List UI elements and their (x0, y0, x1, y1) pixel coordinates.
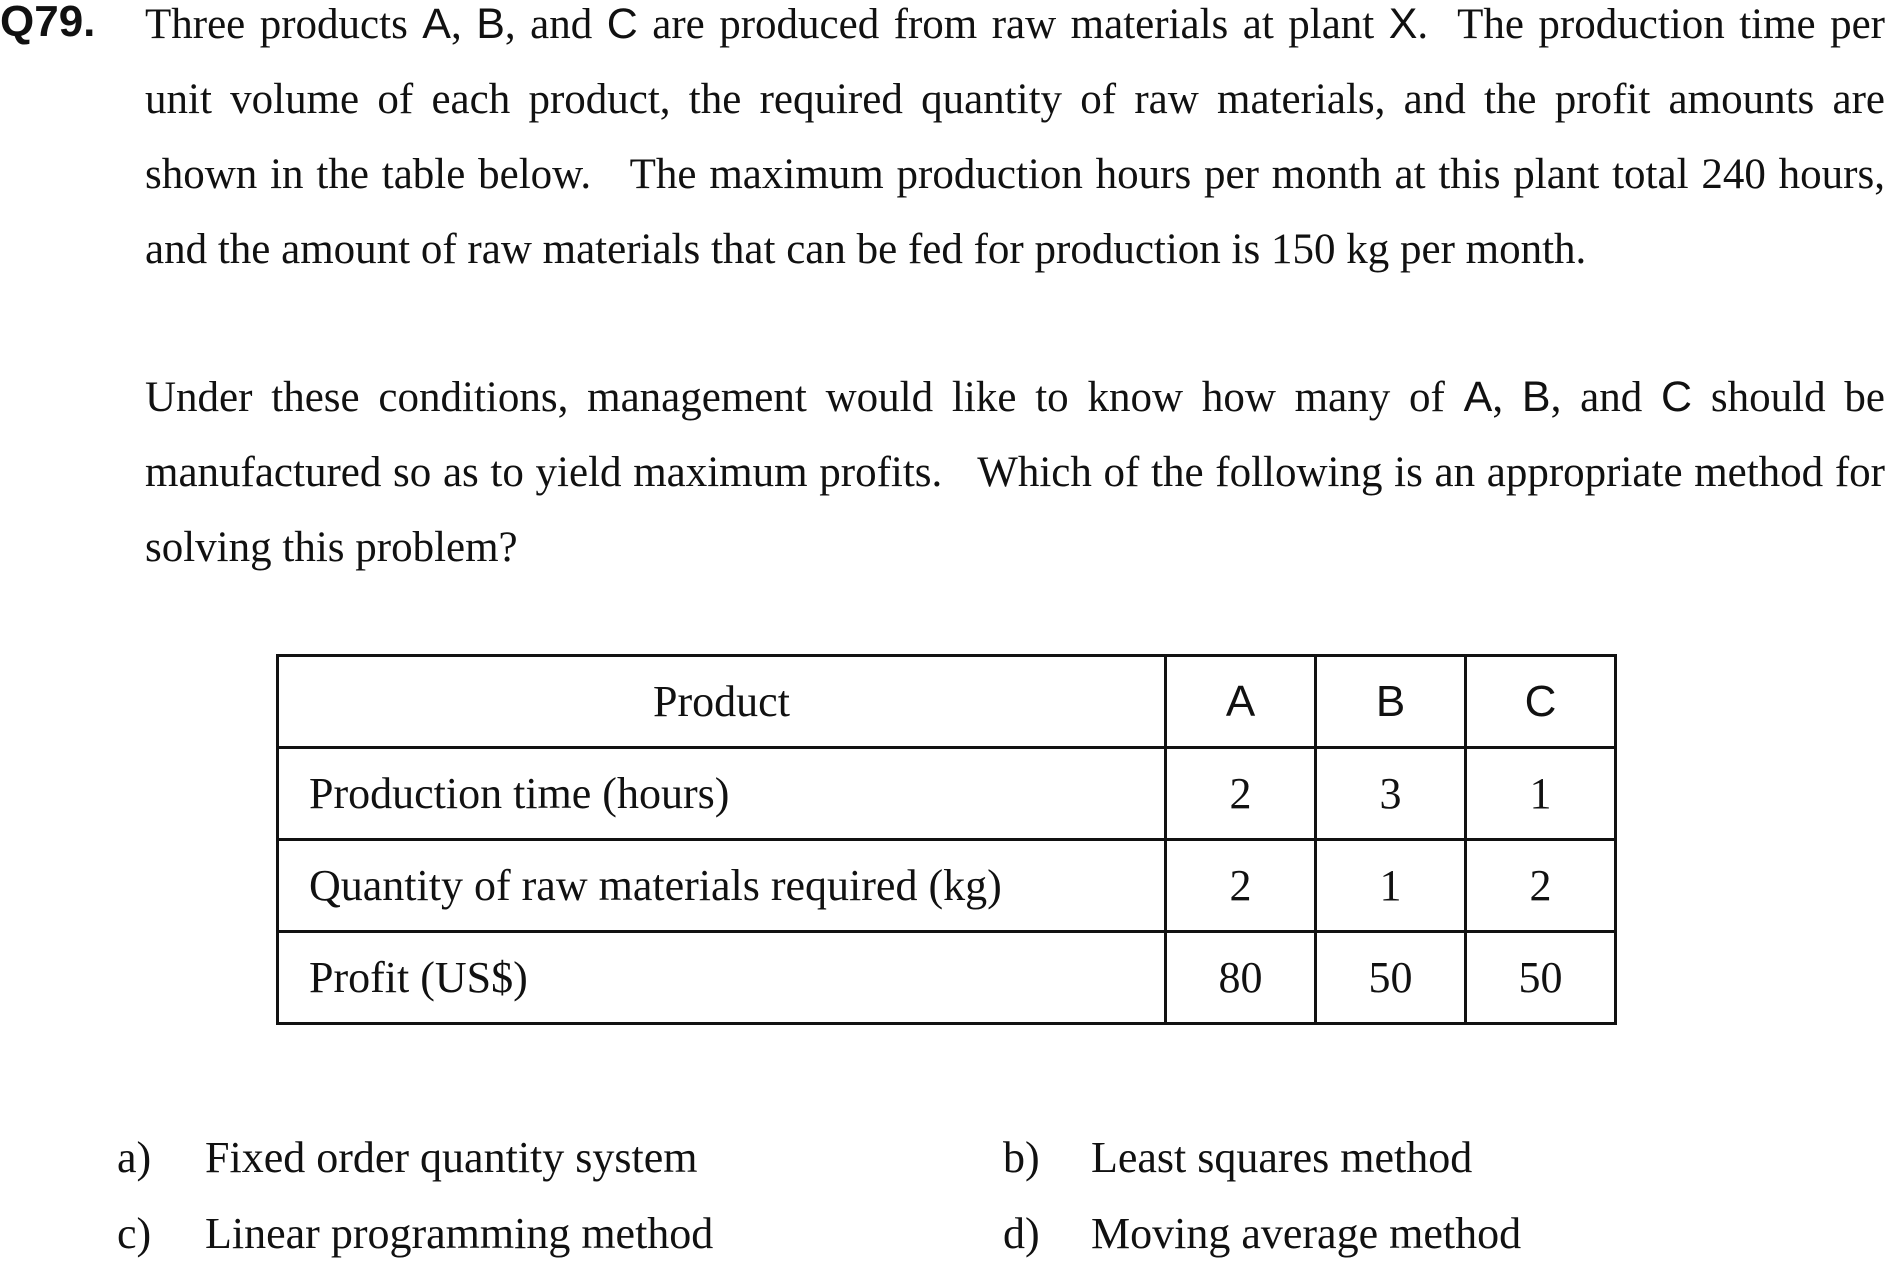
product-b-ref: B (1521, 373, 1551, 421)
table-cell: 50 (1466, 932, 1616, 1024)
product-b-ref: B (476, 0, 505, 48)
table-cell: 2 (1166, 840, 1316, 932)
table-cell: 2 (1466, 840, 1616, 932)
table-cell: 3 (1316, 748, 1466, 840)
choice-text: Linear programming method (205, 1209, 714, 1258)
paragraph-text: , (1492, 374, 1522, 421)
table-row (278, 840, 1616, 932)
choice-text: Least squares method (1091, 1133, 1473, 1182)
question-paragraph-2 (145, 360, 1885, 585)
choice-letter: c) (117, 1209, 152, 1258)
choice-letter: a) (117, 1133, 152, 1182)
question-paragraph-1 (145, 0, 1885, 287)
paragraph-text: , and (504, 1, 607, 48)
paragraph-text: are produced from raw materials at plant (637, 1, 1389, 48)
table-cell: 80 (1166, 932, 1316, 1024)
row-label: Profit (US$) (278, 932, 1166, 1024)
paragraph-text: Three products (145, 1, 423, 48)
table-header-a: A (1166, 656, 1316, 748)
table-header-b: B (1316, 656, 1466, 748)
table-row (278, 748, 1616, 840)
row-label: Production time (hours) (278, 748, 1166, 840)
table-cell: 50 (1316, 932, 1466, 1024)
paragraph-text: . The production time per unit volume of each product, the required quantity of raw materials, and the profit amounts are shown in the table below. The maximum production hours per month at this plant total 240 hours, and the amount of raw materials that can be fed for production is 150 kg per month. (145, 1, 1885, 273)
table-cell: 2 (1166, 748, 1316, 840)
row-label: Quantity of raw materials required (kg) (278, 840, 1166, 932)
product-c-ref: C (606, 0, 638, 48)
table-cell: 1 (1316, 840, 1466, 932)
table-header-row (278, 656, 1616, 748)
choice-letter: d) (1003, 1209, 1040, 1258)
choice-letter: b) (1003, 1133, 1040, 1182)
product-a-ref: A (422, 0, 451, 48)
paragraph-text: , (450, 1, 477, 48)
paragraph-text: should be manufactured so as to yield maximum profits. Which of the following is an appropriate method for solving this problem? (145, 374, 1885, 571)
product-a-ref: A (1463, 373, 1493, 421)
table-cell: 1 (1466, 748, 1616, 840)
question-number: Q79. (0, 0, 96, 46)
table-header-product: Product (278, 656, 1166, 748)
product-data-table (276, 654, 1617, 1025)
choice-text: Moving average method (1091, 1209, 1522, 1258)
plant-x-ref: X (1388, 0, 1418, 48)
paragraph-text: Under these conditions, management would like to know how many of (145, 374, 1464, 421)
paragraph-text: , and (1550, 374, 1662, 421)
product-c-ref: C (1661, 373, 1693, 421)
table-row (278, 932, 1616, 1024)
table-header-c: C (1466, 656, 1616, 748)
choice-text: Fixed order quantity system (205, 1133, 698, 1182)
